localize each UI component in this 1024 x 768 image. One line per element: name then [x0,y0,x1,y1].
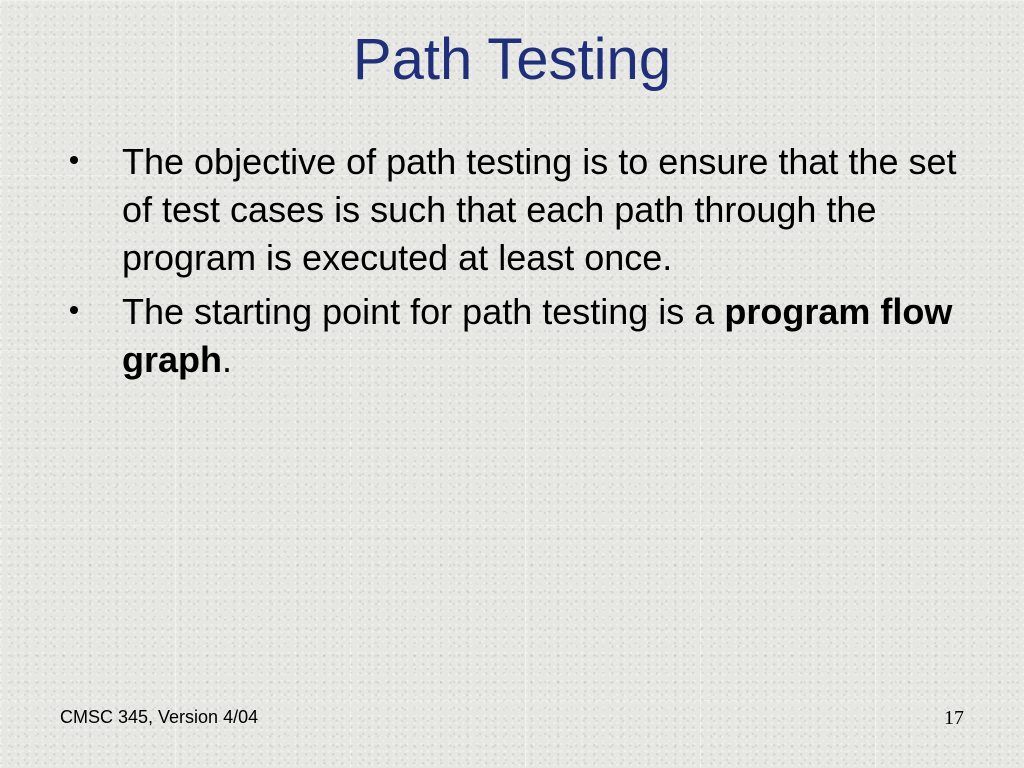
bullet-dot-icon [70,306,78,314]
bullet-item-starting-point [70,288,970,384]
bullet-dot-icon [70,156,78,164]
bullet-list [70,138,970,390]
page-number: 17 [944,707,964,729]
slide-title: Path Testing [352,27,672,92]
bullet-item-objective [70,138,970,282]
bullet-text-objective: The objective of path testing is to ensure that the set of test cases is such that each path through the program is executed at least once. [122,141,957,278]
program-flow-graph-term: program flow graph [122,291,953,380]
bullet-text-starting-point-suffix: . [222,339,233,380]
bullet-text-starting-point-prefix: The starting point for path testing is a [122,291,725,332]
footer-course-version: CMSC 345, Version 4/04 [60,707,259,727]
